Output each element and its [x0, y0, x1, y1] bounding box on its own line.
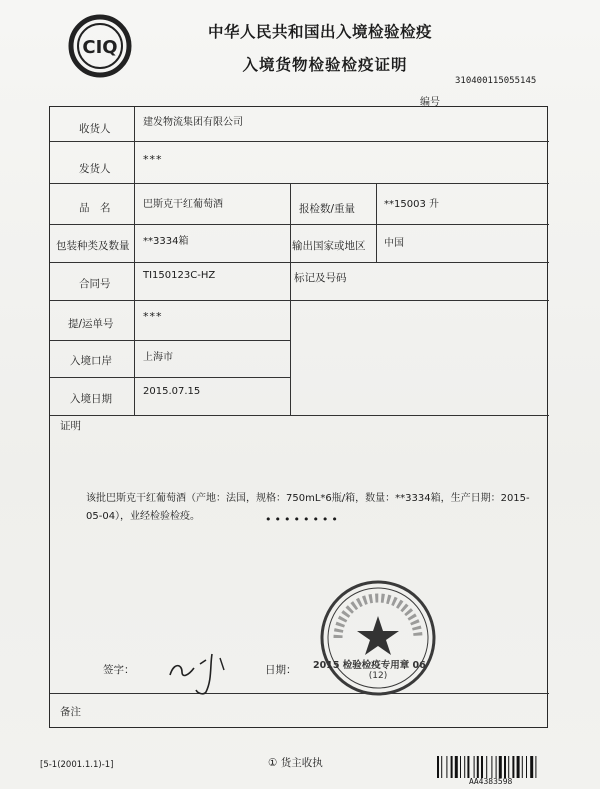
signature-label: 签字： — [103, 664, 135, 676]
certificate-number: 310400115055145 — [455, 76, 537, 86]
issuer-title: 中华人民共和国出入境检验检疫 — [207, 23, 432, 41]
row-divider — [50, 300, 549, 301]
column-divider — [134, 107, 135, 415]
row-divider — [50, 340, 290, 341]
form-table — [49, 106, 548, 728]
entry-date-value: 2015.07.15 — [143, 386, 201, 397]
entry-port-label: 入境口岸 — [70, 355, 112, 367]
quantity-label: 报检数/重量 — [299, 203, 356, 215]
svg-text:(12): (12) — [368, 671, 388, 681]
package-value: **3334箱 — [143, 236, 189, 247]
row-divider — [50, 415, 549, 416]
barcode-number: AA4383598 — [469, 777, 513, 786]
remarks-label: 备注 — [60, 706, 81, 718]
row-divider — [50, 262, 549, 263]
barcode-icon — [437, 756, 577, 778]
package-label: 包装种类及数量 — [56, 240, 130, 252]
goods-name-label: 品 名 — [79, 202, 111, 214]
date-label: 日期： — [265, 664, 297, 676]
form-code: [5-1(2001.1.1)-1] — [40, 760, 114, 770]
row-divider — [50, 183, 549, 184]
consignor-value: *** — [143, 153, 163, 166]
row-divider — [50, 377, 290, 378]
handwritten-signature — [160, 640, 250, 700]
document-title: 入境货物检验检疫证明 — [242, 56, 408, 74]
entry-date-label: 入境日期 — [70, 393, 112, 405]
consignor-label: 发货人 — [79, 163, 111, 175]
quantity-value: **15003 升 — [384, 199, 439, 210]
ciq-logo-icon — [68, 14, 132, 78]
origin-label: 输出国家或地区 — [292, 240, 366, 252]
row-divider — [50, 693, 549, 694]
certification-text: 该批巴斯克干红葡萄酒（产地：法国，规格：750mL*6瓶/箱，数量：**3334箱，生产日期：2015-05-04），业经检验检疫。 — [86, 493, 530, 522]
entry-port-value: 上海市 — [143, 352, 173, 363]
row-divider — [50, 224, 549, 225]
official-seal-icon — [318, 578, 438, 698]
column-divider — [290, 183, 291, 415]
serial-number-label: 编号 — [420, 97, 440, 108]
consignee-value: 建发物流集团有限公司 — [143, 117, 243, 128]
certification-label: 证明 — [60, 420, 81, 432]
consignee-label: 收货人 — [79, 123, 111, 135]
date-stamp-value: 2015 检验检疫专用章 06 — [313, 660, 426, 671]
bill-of-lading-value: *** — [143, 310, 163, 323]
end-mark: •••••••• — [265, 513, 341, 526]
contract-label: 合同号 — [79, 278, 111, 290]
origin-value: 中国 — [384, 238, 404, 249]
logo-text: CIQ — [82, 37, 118, 58]
column-divider — [376, 183, 377, 262]
copy-designation: ① 货主收执 — [268, 757, 323, 769]
row-divider — [50, 141, 549, 142]
goods-name-value: 巴斯克干红葡萄酒 — [143, 199, 223, 210]
contract-value: TI150123C-HZ — [143, 270, 216, 281]
bill-of-lading-label: 提/运单号 — [68, 318, 114, 330]
marks-label: 标记及号码 — [294, 272, 347, 284]
